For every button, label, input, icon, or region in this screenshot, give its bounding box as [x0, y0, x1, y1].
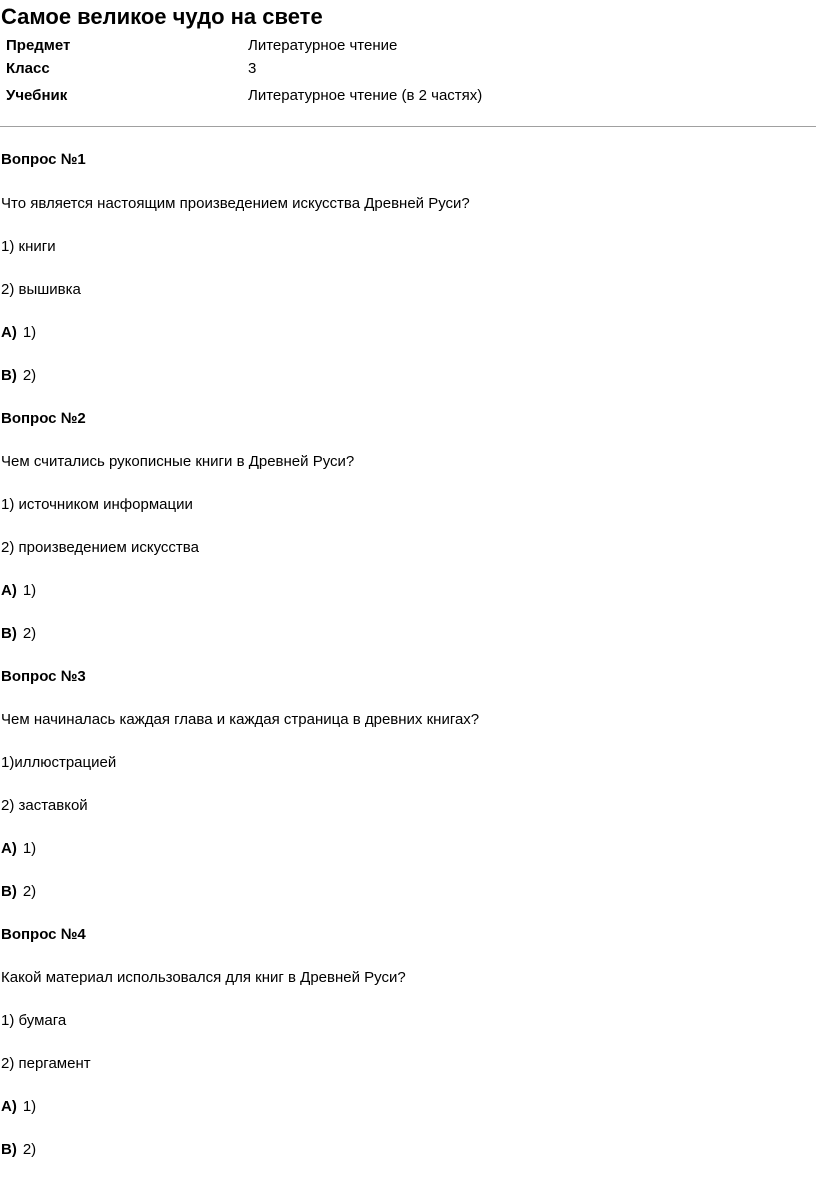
- choice-value: 1): [22, 324, 37, 341]
- subject-value: Литературное чтение: [248, 37, 398, 54]
- answer-option: 1) бумага: [1, 1012, 67, 1029]
- answer-choice: [1, 625, 36, 642]
- choice-letter: B): [1, 367, 17, 384]
- answer-choice: [1, 883, 36, 900]
- question-heading: Вопрос №1: [1, 151, 86, 168]
- choice-letter: A): [1, 1098, 17, 1115]
- answer-option: 2) вышивка: [1, 281, 81, 298]
- answer-choice: [1, 582, 36, 599]
- question-text: Чем начиналась каждая глава и каждая страница в древних книгах?: [1, 711, 480, 728]
- answer-choice: [1, 1141, 36, 1158]
- question-text: Какой материал использовался для книг в Древней Руси?: [1, 969, 406, 986]
- question-heading: Вопрос №4: [1, 926, 86, 943]
- grade-value: 3: [248, 60, 257, 77]
- subject-label: Предмет: [6, 37, 71, 54]
- answer-option: 2) произведением искусства: [1, 539, 199, 556]
- choice-value: 2): [22, 883, 37, 900]
- question-text: Что является настоящим произведением искусства Древней Руси?: [1, 195, 470, 212]
- answer-option: 1)иллюстрацией: [1, 754, 117, 771]
- choice-letter: A): [1, 324, 17, 341]
- page-title: Самое великое чудо на свете: [1, 4, 323, 29]
- answer-option: 2) заставкой: [1, 797, 88, 814]
- choice-value: 2): [22, 625, 37, 642]
- choice-letter: B): [1, 625, 17, 642]
- question-text: Чем считались рукописные книги в Древней Руси?: [1, 453, 355, 470]
- answer-option: 1) источником информации: [1, 496, 193, 513]
- question-heading: Вопрос №3: [1, 668, 86, 685]
- textbook-value: Литературное чтение (в 2 частях): [248, 87, 483, 104]
- choice-letter: B): [1, 883, 17, 900]
- choice-value: 1): [22, 840, 37, 857]
- choice-value: 2): [22, 367, 37, 384]
- answer-choice: [1, 840, 36, 857]
- answer-choice: [1, 1098, 36, 1115]
- answer-choice: [1, 367, 36, 384]
- choice-letter: A): [1, 840, 17, 857]
- textbook-label: Учебник: [6, 87, 68, 104]
- choice-value: 1): [22, 582, 37, 599]
- header-divider: [0, 126, 816, 127]
- question-heading: Вопрос №2: [1, 410, 86, 427]
- answer-option: 2) пергамент: [1, 1055, 91, 1072]
- choice-value: 1): [22, 1098, 37, 1115]
- choice-letter: B): [1, 1141, 17, 1158]
- choice-value: 2): [22, 1141, 37, 1158]
- choice-letter: A): [1, 582, 17, 599]
- answer-option: 1) книги: [1, 238, 56, 255]
- grade-label: Класс: [6, 60, 50, 77]
- answer-choice: [1, 324, 36, 341]
